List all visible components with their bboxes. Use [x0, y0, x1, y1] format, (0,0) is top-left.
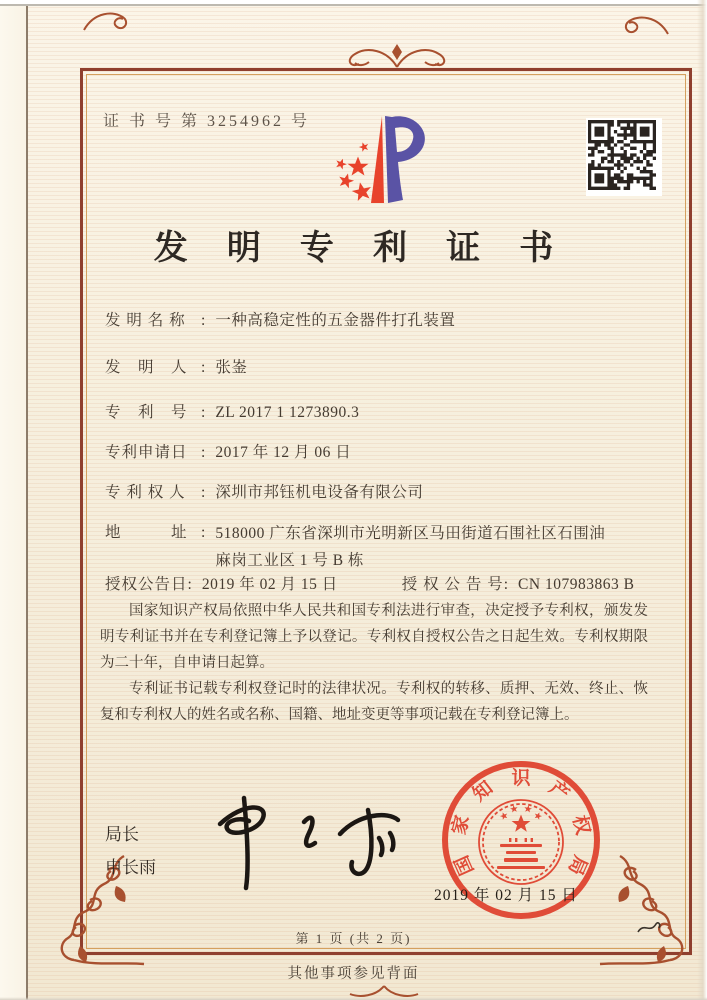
svg-text:权: 权 — [568, 813, 594, 837]
field-label: 授权公告日 — [105, 576, 188, 593]
field-row-inventor — [105, 355, 650, 377]
field-row-grant — [105, 572, 650, 594]
field-value: 深圳市邦钰机电设备有限公司 — [215, 484, 424, 501]
field-label: 专 利 号 — [105, 404, 188, 421]
field-colon: : — [201, 404, 206, 421]
field-colon: : — [503, 576, 509, 593]
field-row-patentee — [105, 480, 650, 502]
field-row-patent-number — [105, 400, 650, 422]
svg-text:局: 局 — [563, 852, 591, 878]
field-label: 发 明 人 — [105, 359, 188, 376]
field-label: 地 址 — [105, 524, 188, 541]
scan-edge-left — [0, 6, 26, 1000]
field-label: 授 权 公 告 号 — [401, 576, 504, 593]
field-value: 一种高稳定性的五金器件打孔装置 — [215, 312, 456, 329]
director-signature-image — [192, 790, 404, 897]
field-value: 张崟 — [215, 359, 248, 376]
field-value: ZL 2017 1 1273890.3 — [215, 404, 360, 421]
field-label: 发 明 名 称 — [105, 312, 186, 329]
svg-text:国: 国 — [451, 852, 479, 878]
qr-code-icon — [586, 118, 662, 196]
field-row-filing-date — [105, 440, 650, 462]
svg-text:识: 识 — [511, 768, 531, 789]
certificate-number: 证 书 号 第 3254962 号 — [103, 113, 311, 130]
field-value: CN 107983863 B — [518, 576, 635, 593]
flourish-ornament-bottom-center — [338, 984, 430, 1000]
field-colon: : — [201, 524, 206, 541]
scan-edge-right — [697, 0, 707, 1000]
officer-block — [105, 818, 156, 884]
officer-name: 申长雨 — [105, 858, 156, 877]
field-row-invention-name — [105, 308, 650, 330]
page-indicator: 第 1 页 (共 2 页) — [295, 931, 412, 946]
officer-title: 局长 — [105, 825, 139, 844]
flourish-ornament-bottom-right — [598, 854, 700, 969]
field-colon: : — [201, 444, 206, 461]
field-value — [215, 520, 605, 574]
grant-number-pair — [402, 576, 635, 593]
grant-date-pair — [105, 576, 338, 593]
body-paragraph: 国家知识产权局依照中华人民共和国专利法进行审查，决定授予专利权，颁发发明专利证书并在专利登记簿上予以登记。专利权自授权公告之日起生效。专利权期限为二十年，自申请日起算。 — [100, 603, 648, 671]
field-colon: : — [201, 484, 206, 501]
field-label: 专 利 权 人 — [105, 484, 186, 501]
cnipa-logo-icon — [318, 110, 450, 217]
certificate-title: 发 明 专 利 证 书 — [153, 230, 569, 267]
flourish-ornament-top-right — [620, 10, 672, 38]
field-colon: : — [201, 312, 206, 329]
field-label: 专利申请日 — [105, 444, 188, 461]
legal-text-block — [100, 598, 648, 728]
field-value: 2019 年 02 月 15 日 — [201, 576, 338, 593]
address-line-2: 麻岗工业区 1 号 B 栋 — [215, 552, 364, 569]
seal-date: 2019 年 02 月 15 日 — [434, 887, 578, 904]
svg-text:家: 家 — [448, 813, 474, 837]
flourish-ornament-top-left — [80, 6, 132, 34]
field-value: 2017 年 12 月 06 日 — [215, 444, 352, 461]
flourish-ornament-top-center — [336, 40, 458, 70]
svg-text:产: 产 — [544, 777, 573, 806]
back-note: 其他事项参见背面 — [287, 966, 420, 982]
body-paragraph: 专利证书记载专利权登记时的法律状况。专利权的转移、质押、无效、终止、恢复和专利权人的姓名或名称、国籍、地址变更等事项记载在专利登记簿上。 — [100, 681, 648, 723]
field-colon: : — [187, 576, 192, 593]
field-colon: : — [201, 359, 206, 376]
svg-text:知: 知 — [469, 777, 498, 806]
address-line-1: 518000 广东省深圳市光明新区马田街道石围社区石围油 — [215, 525, 606, 542]
field-row-address — [105, 520, 650, 574]
scan-edge-left-line — [26, 6, 28, 1000]
